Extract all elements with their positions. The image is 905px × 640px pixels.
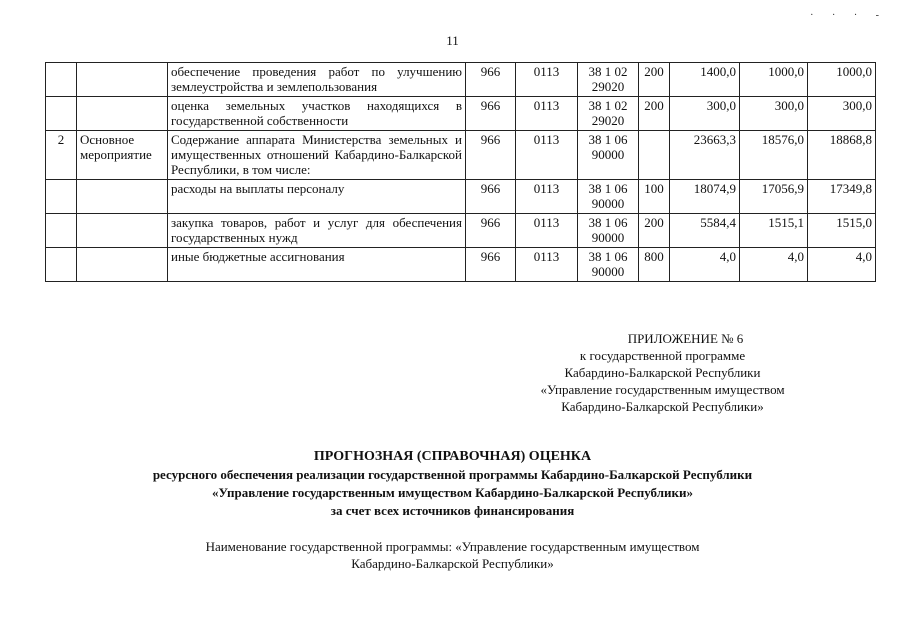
description-cell: расходы на выплаты персоналу: [168, 180, 466, 214]
amount-cell: 300,0: [808, 97, 876, 131]
amount-cell: 5584,4: [670, 214, 740, 248]
expense-type-cell: 100: [639, 180, 670, 214]
event-type-cell: [77, 180, 168, 214]
program-name-line: Кабардино-Балкарской Республики»: [351, 556, 554, 571]
description-cell: обеспечение проведения работ по улучшению землеустройства и землепользования: [168, 63, 466, 97]
row-number-cell: [46, 180, 77, 214]
description-cell: оценка земельных участков находящихся в государственной собственности: [168, 97, 466, 131]
amount-cell: 1000,0: [808, 63, 876, 97]
amount-cell: 18868,8: [808, 131, 876, 180]
grbs-code-cell: 966: [466, 248, 516, 282]
expense-type-cell: 200: [639, 97, 670, 131]
event-type-cell: Основное мероприятие: [77, 131, 168, 180]
target-article-cell: 38 1 06 90000: [578, 248, 639, 282]
heading-subtitle: «Управление государственным имуществом Кабардино-Балкарской Республики»: [212, 485, 693, 500]
annex-block: [480, 330, 845, 415]
amount-cell: 23663,3: [670, 131, 740, 180]
section-code-cell: 0113: [516, 131, 578, 180]
event-type-cell: [77, 97, 168, 131]
amount-cell: 4,0: [808, 248, 876, 282]
grbs-code-cell: 966: [466, 214, 516, 248]
row-number-cell: [46, 63, 77, 97]
heading-title: ПРОГНОЗНАЯ (СПРАВОЧНАЯ) ОЦЕНКА: [313, 449, 592, 464]
document-heading: [0, 448, 905, 520]
section-code-cell: 0113: [516, 63, 578, 97]
amount-cell: 17056,9: [740, 180, 808, 214]
section-code-cell: 0113: [516, 248, 578, 282]
table-row: [46, 97, 876, 131]
section-code-cell: 0113: [516, 97, 578, 131]
amount-cell: 300,0: [740, 97, 808, 131]
table-body: [46, 63, 876, 282]
description-cell: Содержание аппарата Министерства земельных и имущественных отношений Кабардино-Балкарской Республики, в том числе:: [168, 131, 466, 180]
row-number-cell: 2: [46, 131, 77, 180]
expense-type-cell: 800: [639, 248, 670, 282]
heading-subtitle: за счет всех источников финансирования: [330, 503, 575, 518]
section-code-cell: 0113: [516, 214, 578, 248]
amount-cell: 1000,0: [740, 63, 808, 97]
target-article-cell: 38 1 06 90000: [578, 214, 639, 248]
scan-marks: · · · -: [810, 10, 887, 21]
event-type-cell: [77, 248, 168, 282]
annex-line: «Управление государственным имуществом: [540, 382, 785, 397]
amount-cell: 4,0: [670, 248, 740, 282]
target-article-cell: 38 1 06 90000: [578, 180, 639, 214]
budget-table: [45, 62, 876, 282]
page-number: 11: [446, 33, 459, 48]
annex-title: ПРИЛОЖЕНИЕ № 6: [627, 331, 744, 346]
amount-cell: 18074,9: [670, 180, 740, 214]
target-article-cell: 38 1 02 29020: [578, 63, 639, 97]
table-row: [46, 63, 876, 97]
grbs-code-cell: 966: [466, 63, 516, 97]
amount-cell: 300,0: [670, 97, 740, 131]
amount-cell: 1515,1: [740, 214, 808, 248]
program-name-line: Наименование государственной программы: «Управление государственным имуществом: [205, 539, 700, 554]
event-type-cell: [77, 214, 168, 248]
program-name: [0, 538, 905, 572]
annex-line: к государственной программе: [579, 348, 746, 363]
table-row: [46, 180, 876, 214]
amount-cell: 1515,0: [808, 214, 876, 248]
expense-type-cell: 200: [639, 63, 670, 97]
target-article-cell: 38 1 06 90000: [578, 131, 639, 180]
annex-line: Кабардино-Балкарской Республики: [564, 365, 761, 380]
row-number-cell: [46, 248, 77, 282]
expense-type-cell: 200: [639, 214, 670, 248]
target-article-cell: 38 1 02 29020: [578, 97, 639, 131]
amount-cell: 4,0: [740, 248, 808, 282]
table-row: [46, 131, 876, 180]
grbs-code-cell: 966: [466, 97, 516, 131]
row-number-cell: [46, 214, 77, 248]
section-code-cell: 0113: [516, 180, 578, 214]
event-type-cell: [77, 63, 168, 97]
grbs-code-cell: 966: [466, 180, 516, 214]
description-cell: иные бюджетные ассигнования: [168, 248, 466, 282]
amount-cell: 18576,0: [740, 131, 808, 180]
grbs-code-cell: 966: [466, 131, 516, 180]
table-row: [46, 248, 876, 282]
row-number-cell: [46, 97, 77, 131]
amount-cell: 1400,0: [670, 63, 740, 97]
annex-line: Кабардино-Балкарской Республики»: [561, 399, 764, 414]
amount-cell: 17349,8: [808, 180, 876, 214]
heading-subtitle: ресурсного обеспечения реализации государственной программы Кабардино-Балкарской Республики: [152, 467, 753, 482]
description-cell: закупка товаров, работ и услуг для обеспечения государственных нужд: [168, 214, 466, 248]
expense-type-cell: [639, 131, 670, 180]
table-row: [46, 214, 876, 248]
